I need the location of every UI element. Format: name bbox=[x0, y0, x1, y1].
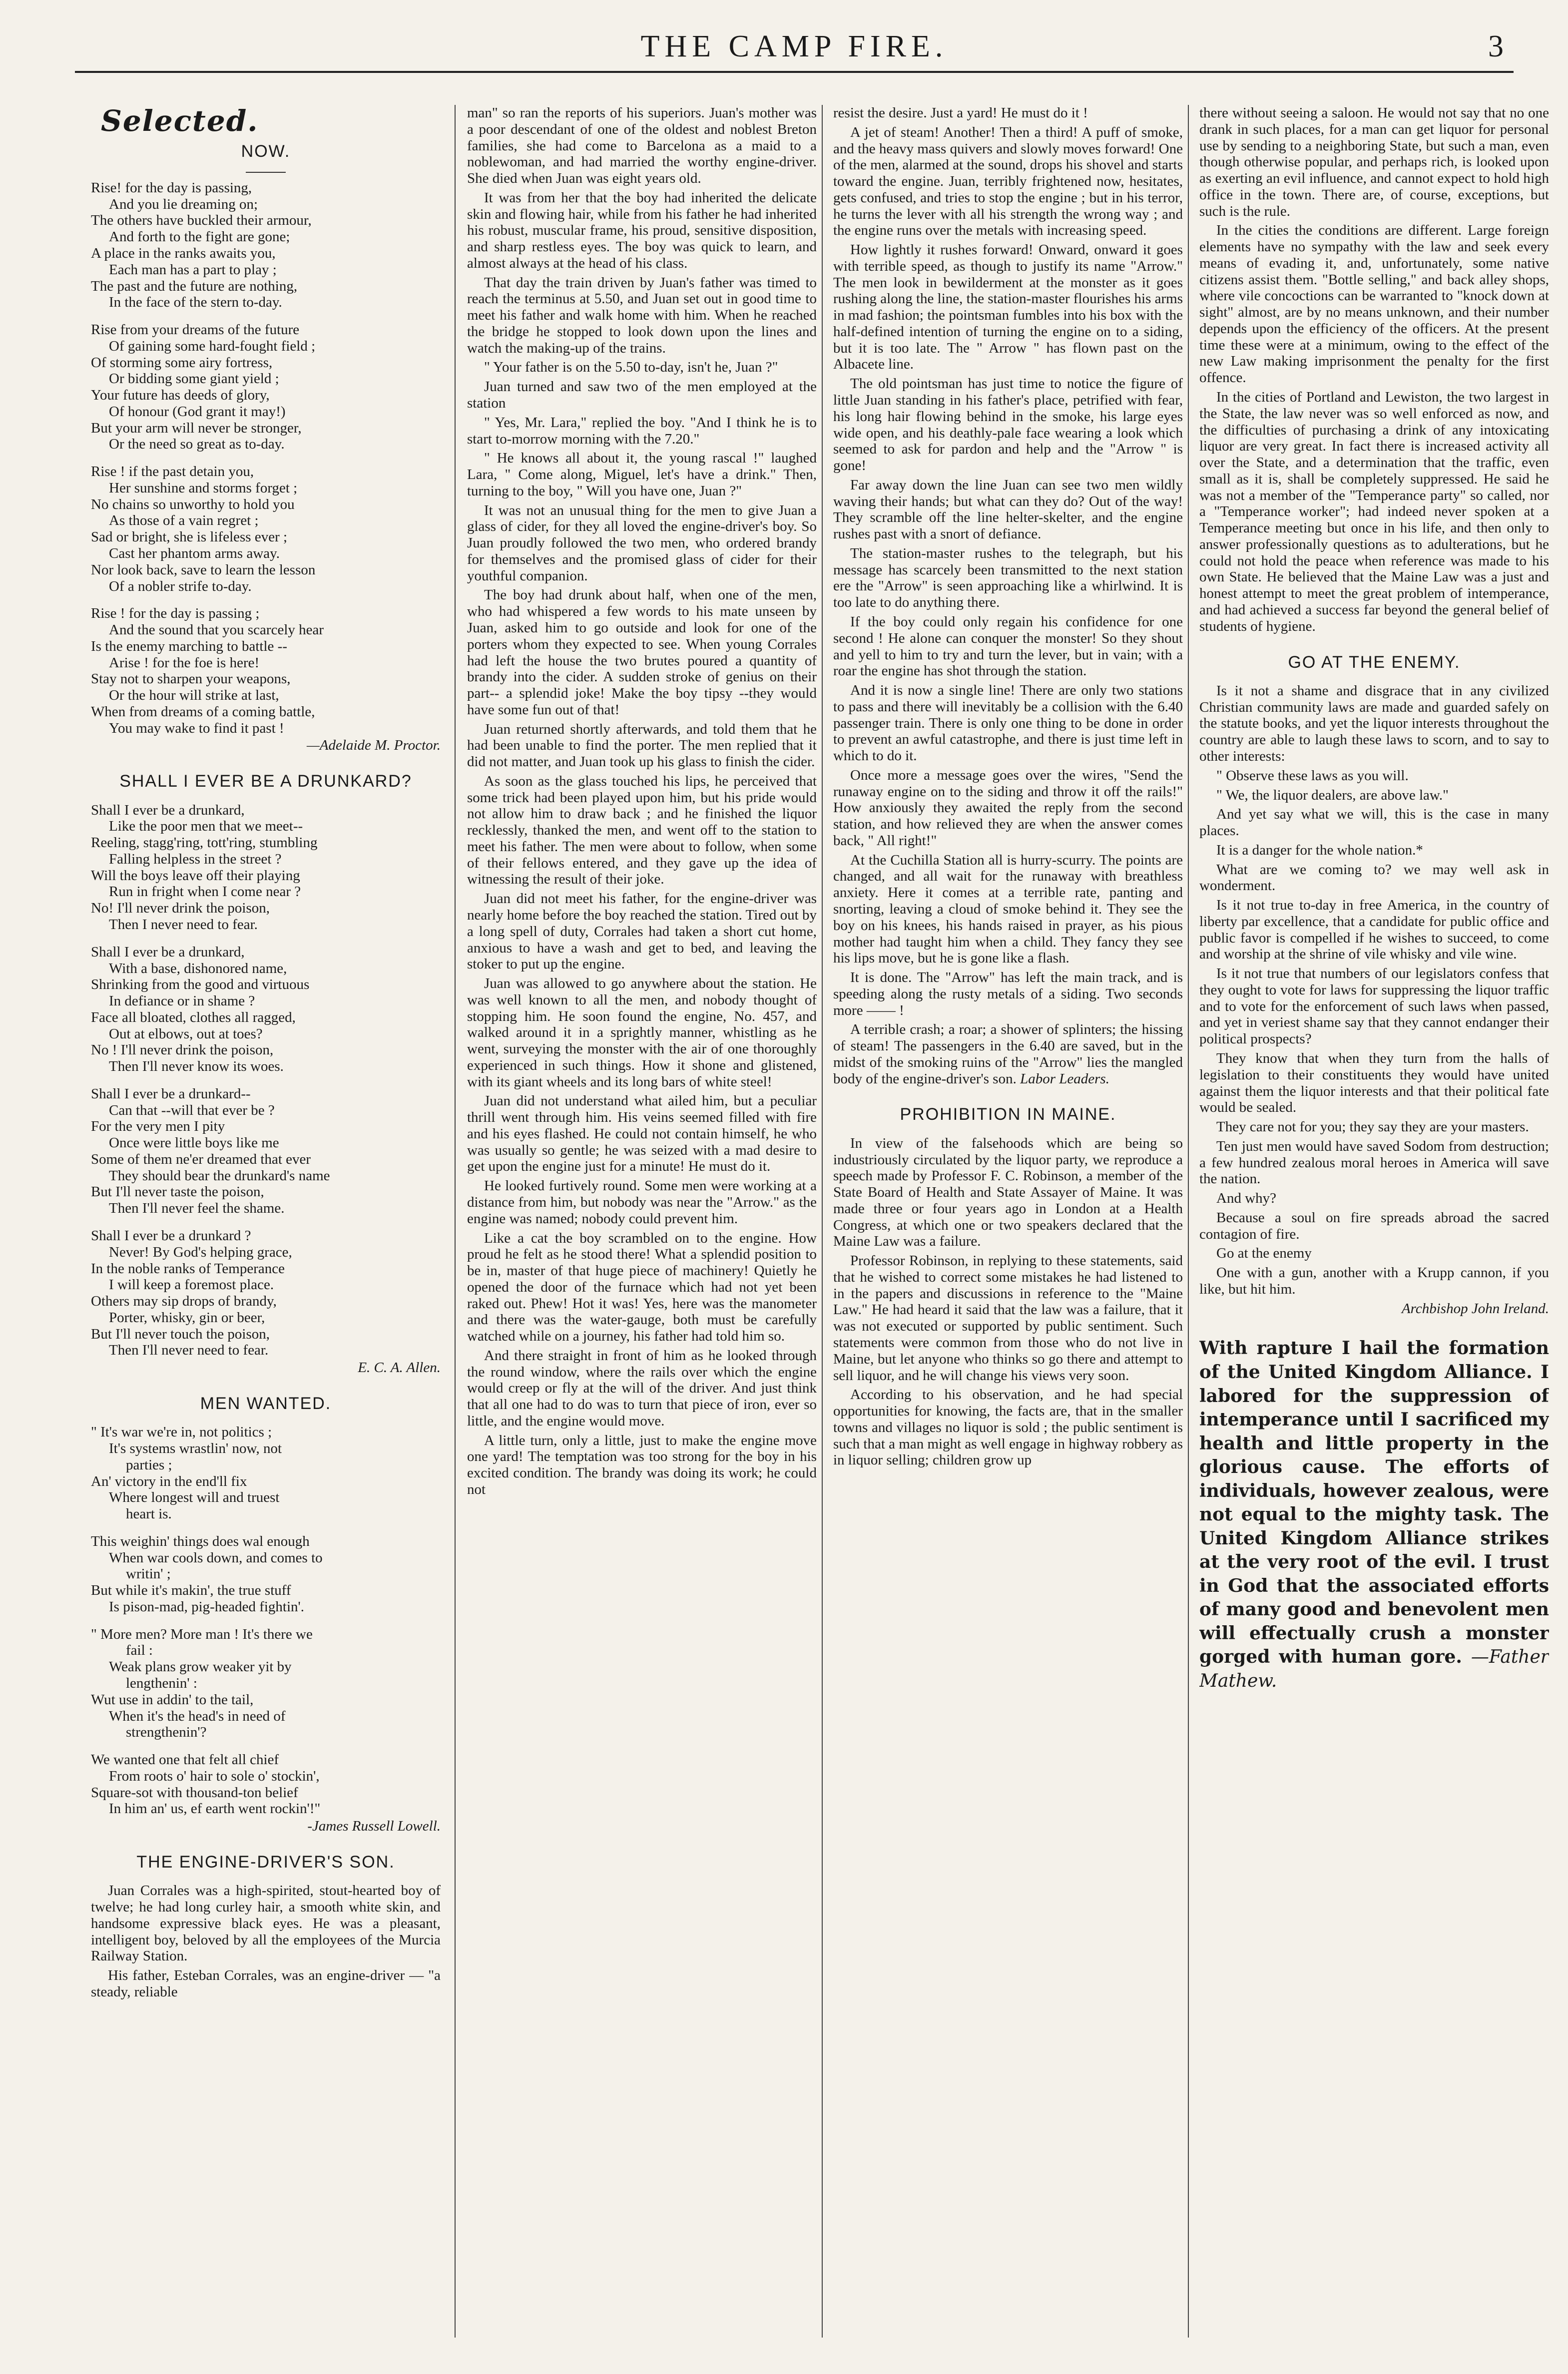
verse-line: The others have buckled their armour, bbox=[91, 212, 312, 229]
verse-line: Then I never need to fear. bbox=[109, 916, 258, 933]
verse-line: In defiance or in shame ? bbox=[109, 993, 255, 1009]
verse-line: Some of them ne'er dreamed that ever bbox=[91, 1151, 311, 1167]
story-paragraph: The station-master rushes to the telegraph, but his message has scarcely been transmitted to the next station ere the "Arrow" is seen approaching like a whirlwind. It is too late to do anything there. bbox=[833, 545, 1183, 611]
bold-quote-text: With rapture I hail the formation of the United Kingdom Alliance. I labored for the suppression of intemperance until I sacrificed my health and little property in the glorious cause. The efforts of individuals, however zealous, were not equal to the mighty task. The United Kingdom Alliance strikes at the very root of the evil. I trust in God that the associated efforts of many good and benevolent men will effectually crush a monster gorged with human gore. bbox=[1199, 1338, 1549, 1668]
masthead-rule bbox=[75, 71, 1514, 73]
poem-title: SHALL I EVER BE A DRUNKARD? bbox=[119, 772, 412, 791]
story-title: THE ENGINE-DRIVER'S SON. bbox=[136, 1852, 395, 1872]
story-paragraph: And it is now a single line! There are only two stations to pass and there will inevitably be a collision with the 6.40 passenger train. There is only one thing to be done in order to prevent an awful catastrophe, and there is just time left in which to do it. bbox=[833, 682, 1183, 764]
article-paragraph: In view of the falsehoods which are being so industriously circulated by the liquor party, we reproduce a speech made by Professor F. C. Robinson, a member of the State Board of Health and State Assayer of Maine. It was made three or four years ago in London at a Health Congress, at which one or two speakers declared that the Maine Law was a failure. bbox=[833, 1135, 1183, 1250]
verse-line: When it's the head's in need of bbox=[109, 1708, 286, 1724]
verse-line: Porter, whisky, gin or beer, bbox=[109, 1309, 265, 1326]
verse-line: But I'll never touch the poison, bbox=[91, 1326, 270, 1342]
story-paragraph: His father, Esteban Corrales, was an engine-driver — "a steady, reliable bbox=[91, 1967, 441, 2000]
story-paragraph: The boy had drunk about half, when one of the men, who had whispered a few words to his mate unseen by Juan, asked him to go outside and look for one of the porters whom they expected to see. When young Corrales had left the house the two brutes poured a quantity of brandy into the cider. A sudden stroke of genius on their part-- a splendid joke! Make the boy tipsy --they would have some fun out of that! bbox=[467, 587, 817, 718]
verse-line: As those of a vain regret ; bbox=[109, 512, 259, 529]
story-paragraph: At the Cuchilla Station all is hurry-scurry. The points are changed, and all wait for the runaway with breathless anxiety. Here it comes at a terrible rate, panting and snorting, leaving a cloud of smoke behind it. They see the boy on his knees, his hands raised in prayer, as his pious mother had taught him when a child. They fancy they see his lips move, but he is gone like a flash. bbox=[833, 852, 1183, 966]
story-paragraph bbox=[833, 1021, 1183, 1087]
article-title: PROHIBITION IN MAINE. bbox=[900, 1105, 1116, 1124]
verse-line: Wut use in addin' to the tail, bbox=[91, 1691, 254, 1708]
story-paragraph: man" so ran the reports of his superiors. Juan's mother was a poor descendant of one of the oldest and noblest Breton families, she had come to Barcelona as a maid to a noblewoman, and had married the worthy engine-driver. She died when Juan was eight years old. bbox=[467, 105, 817, 187]
poem-title: NOW. bbox=[241, 141, 291, 161]
poem-stanza bbox=[91, 1228, 441, 1359]
verse-line: Or the hour will strike at last, bbox=[109, 687, 279, 704]
verse-line: In the face of the stern to-day. bbox=[109, 294, 282, 311]
story-paragraph: " Yes, Mr. Lara," replied the boy. "And I think he is to start to-morrow morning with the 7.20." bbox=[467, 414, 817, 447]
story-paragraph: Juan was allowed to go anywhere about the station. He was well known to all the men, and nobody thought of stopping him. He soon found the engine, No. 457, and walked around it in a sprightly manner, whistling as he went, surveying the monster with the air of one thoroughly experienced in such things. How it shone and glistened, with its giant wheels and its long bars of white steel! bbox=[467, 975, 817, 1090]
poem-stanza bbox=[91, 322, 441, 453]
verse-line: Her sunshine and storms forget ; bbox=[109, 479, 298, 496]
verse-line: " It's war we're in, not politics ; bbox=[91, 1424, 272, 1440]
verse-line: Then I'll never know its woes. bbox=[109, 1058, 284, 1075]
verse-line: Or the need so great as to-day. bbox=[109, 436, 285, 453]
article-title: GO AT THE ENEMY. bbox=[1288, 652, 1461, 672]
verse-line: This weighin' things does wal enough bbox=[91, 1533, 310, 1549]
poem-stanza bbox=[91, 605, 441, 736]
article-paragraph: Is it not true that numbers of our legislators confess that they ought to vote for laws for suppressing the liquor traffic and to vote for the enforcement of such laws when passed, and yet in veriest shame say that they cannot endanger their political prospects? bbox=[1199, 965, 1549, 1047]
poem-author: —Adelaide M. Proctor. bbox=[307, 737, 441, 754]
story-source: Labor Leaders. bbox=[1020, 1070, 1109, 1087]
verse-line: Shrinking from the good and virtuous bbox=[91, 976, 310, 993]
verse-line: With a base, dishonored name, bbox=[109, 960, 287, 976]
story-paragraph: As soon as the glass touched his lips, he perceived that some trick had been played upon him, but his pride would not allow him to draw back ; and he finished the liquor recklessly, thanked the men, and went off to the station to meet his father. The men were about to follow, when some of their fellows entered, and they gave up the idea of witnessing the result of their joke. bbox=[467, 773, 817, 888]
verse-line: Square-sot with thousand-ton belief bbox=[91, 1784, 298, 1801]
poem-author: E. C. A. Allen. bbox=[358, 1360, 441, 1376]
story-paragraph: A jet of steam! Another! Then a third! A puff of smoke, and the heavy mass quivers and slowly moves forward! One of the men, alarmed at the sound, drops his shovel and starts toward the engine. Juan, terribly frightened now, hesitates, gets confused, and tries to stop the engine ; but in his terror, he turns the lever with all his strength the wrong way ; and the engine runs over the metals with increasing speed. bbox=[833, 124, 1183, 239]
article-paragraph: And yet say what we will, this is the case in many places. bbox=[1199, 806, 1549, 839]
newspaper-title: THE CAMP FIRE. bbox=[640, 29, 948, 63]
verse-line: Reeling, stagg'ring, tott'ring, stumbling bbox=[91, 835, 318, 851]
story-paragraph: He looked furtively round. Some men were working at a distance from him, but nobody was near the "Arrow." as the engine was named; nobody could prevent him. bbox=[467, 1178, 817, 1227]
story-paragraph: The old pointsman has just time to notice the figure of little Juan standing in his father's place, petrified with fear, his long hair flowing behind in the smoke, his large eyes wide open, and his deathly-pale face wearing a look which seemed to ask for pardon and help and the "Arrow " is gone! bbox=[833, 376, 1183, 474]
column-3 bbox=[833, 105, 1183, 2338]
poem-stanza bbox=[91, 1752, 441, 1817]
article-paragraph: One with a gun, another with a Krupp cannon, if you like, but hit him. bbox=[1199, 1265, 1549, 1297]
poem-stanza bbox=[91, 1626, 441, 1741]
article-paragraph: What are we coming to? we may well ask in wonderment. bbox=[1199, 861, 1549, 894]
verse-line: And forth to the fight are gone; bbox=[109, 229, 290, 245]
verse-line: lengthenin' : bbox=[126, 1675, 197, 1691]
story-paragraph: That day the train driven by Juan's father was timed to reach the terminus at 5.50, and Juan set out in good time to meet his father and walk home with him. When he reached the bridge he stopped to look down upon the lines and watch the making-up of the trains. bbox=[467, 274, 817, 356]
verse-line: Sad or bright, she is lifeless ever ; bbox=[91, 529, 288, 545]
verse-line: But your arm will never be stronger, bbox=[91, 420, 302, 436]
verse-line: From roots o' hair to sole o' stockin', bbox=[109, 1768, 320, 1784]
verse-line: No ! I'll never drink the poison, bbox=[91, 1042, 274, 1058]
verse-line: Then I'll never need to fear. bbox=[109, 1342, 269, 1359]
story-paragraph: It was not an unusual thing for the men to give Juan a glass of cider, for they all loved the engine-driver's boy. So Juan proudly followed the two men, who ordered brandy for themselves and the promised glass of cider for their youthful companion. bbox=[467, 502, 817, 584]
verse-line: heart is. bbox=[126, 1506, 172, 1522]
article-paragraph: Is it not true to-day in free America, in the country of liberty par excellence, that a candidate for public office and public favor is compelled if he wishes to succeed, to come and worship at the shrine of vile whisky and vile wine. bbox=[1199, 897, 1549, 962]
verse-line: Rise ! for the day is passing ; bbox=[91, 605, 260, 622]
masthead bbox=[75, 15, 1514, 80]
poem-stanza bbox=[91, 802, 441, 933]
verse-line: In him an' us, ef earth went rockin'!" bbox=[109, 1801, 321, 1817]
verse-line: strengthenin'? bbox=[126, 1724, 207, 1741]
verse-line: Rise! for the day is passing, bbox=[91, 179, 252, 196]
column-divider bbox=[822, 105, 823, 2338]
verse-line: Of honour (God grant it may!) bbox=[109, 403, 286, 420]
verse-line: Out at elbows, out at toes? bbox=[109, 1025, 263, 1042]
verse-line: writin' ; bbox=[126, 1566, 171, 1582]
poem-stanza bbox=[91, 944, 441, 1075]
verse-line: We wanted one that felt all chief bbox=[91, 1752, 279, 1768]
verse-line: Once were little boys like me bbox=[109, 1135, 279, 1151]
story-paragraph: And there straight in front of him as he looked through the round window, where the rails over which the engine would creep or fly at the will of the driver. And just think that all one had to do was to turn that piece of iron, ever so little, and the engine would move. bbox=[467, 1347, 817, 1429]
verse-line: I will keep a foremost place. bbox=[109, 1277, 274, 1293]
page-number: 3 bbox=[1488, 29, 1504, 63]
poem-title: MEN WANTED. bbox=[200, 1394, 332, 1413]
story-paragraph: How lightly it rushes forward! Onward, onward it goes with terrible speed, as though to justify its name "Arrow." The men look in bewilderment at the monster as it goes rushing along the line, the station-master flourishes his arms in mad fashion; the pointsman fumbles into his box with the half-defined intention of turning the engine on to a siding, but it is too late. The " Arrow " has flown past on the Albacete line. bbox=[833, 242, 1183, 373]
column-divider bbox=[455, 105, 456, 2338]
verse-line: But while it's makin', the true stuff bbox=[91, 1582, 291, 1599]
section-label: Selected. bbox=[101, 105, 259, 138]
verse-line: fail : bbox=[126, 1642, 153, 1659]
article-paragraph: In the cities of Portland and Lewiston, the two largest in the State, the law never was so well enforced as now, and the difficulties of purchasing a drink of any intoxicating liquor are very great. In fact there is increased activity all over the State, and a determination that the traffic, even small as it is, shall be completely suppressed. He said he was not a member of the "Temperance party" so called, nor a "Temperance worker"; had indeed never spoken at a Temperance meeting but once in his life, and then only to answer professionally questions as to adulterations, but he could not hold the peace when reference was made to his own State. He believed that the Maine Law was a just and honest attempt to meet the great problem of intemperance, and had achieved a success far beyond the general belief of students of hygiene. bbox=[1199, 389, 1549, 634]
verse-line: Stay not to sharpen your weapons, bbox=[91, 671, 291, 687]
article-paragraph: Is it not a shame and disgrace that in any civilized Christian community laws are made and guarded safely on the statute books, and yet the liquor interests throughout the country are able to laugh these laws to scorn, and to say to other interests: bbox=[1199, 682, 1549, 764]
verse-line: Your future has deeds of glory, bbox=[91, 387, 270, 404]
verse-line: An' victory in the end'll fix bbox=[91, 1473, 247, 1489]
article-paragraph: " Observe these laws as you will. bbox=[1216, 767, 1409, 784]
verse-line: Is pison-mad, pig-headed fightin'. bbox=[109, 1598, 305, 1615]
verse-line: Arise ! for the foe is here! bbox=[109, 654, 260, 671]
article-paragraph: Because a soul on fire spreads abroad the sacred contagion of fire. bbox=[1199, 1209, 1549, 1242]
article-paragraph: Go at the enemy bbox=[1216, 1245, 1312, 1262]
column-4 bbox=[1199, 105, 1549, 2338]
verse-line: Like the poor men that we meet-- bbox=[109, 818, 303, 835]
story-paragraph: Like a cat the boy scrambled on to the engine. How proud he felt as he stood there! What a splendid position to be in, master of that huge piece of machinery! Quietly he opened the door of the furnace which had not yet been raked out. Phew! Hot it was! Yes, here was the manometer and there was the water-gauge, both must be carefully watched while on a journey, his father had told him so. bbox=[467, 1230, 817, 1345]
column-2 bbox=[467, 105, 817, 2338]
verse-line: Will the boys leave off their playing bbox=[91, 867, 300, 884]
verse-line: No chains so unworthy to hold you bbox=[91, 496, 295, 512]
story-paragraph: " Your father is on the 5.50 to-day, isn't he, Juan ?" bbox=[484, 359, 778, 376]
verse-line: Never! By God's helping grace, bbox=[109, 1244, 292, 1260]
verse-line: Run in fright when I come near ? bbox=[109, 884, 301, 900]
story-paragraph: Juan did not understand what ailed him, but a peculiar thrill went through him. His veins seemed filled with fire and his eyes flashed. He could not contain himself, he who was usually so gentle; he was seized with a mad desire to get upon the engine just for a minute! He must do it. bbox=[467, 1093, 817, 1175]
article-author: Archbishop John Ireland. bbox=[1401, 1300, 1549, 1317]
verse-line: For the very men I pity bbox=[91, 1118, 225, 1135]
verse-line: " More men? More man ! It's there we bbox=[91, 1626, 313, 1642]
verse-line: Shall I ever be a drunkard, bbox=[91, 802, 245, 818]
article-paragraph: It is a danger for the whole nation.* bbox=[1216, 842, 1423, 858]
verse-line: And the sound that you scarcely hear bbox=[109, 622, 324, 638]
verse-line: And you lie dreaming on; bbox=[109, 196, 258, 212]
title-rule bbox=[246, 172, 286, 173]
bold-quote-author: —Father Mathew. bbox=[1199, 1647, 1549, 1691]
article-paragraph: They know that when they turn from the halls of legislation to their constituents they would have united against them the liquor interests and that their political fate would be sealed. bbox=[1199, 1050, 1549, 1116]
story-paragraph: Juan turned and saw two of the men employed at the station bbox=[467, 379, 817, 412]
verse-line: parties ; bbox=[126, 1456, 172, 1473]
story-paragraph: Juan returned shortly afterwards, and told them that he had been unable to find the porter. The men replied that it did not matter, and Juan took up his glass to finish the cider. bbox=[467, 721, 817, 770]
verse-line: Cast her phantom arms away. bbox=[109, 545, 280, 562]
verse-line: You may wake to find it past ! bbox=[109, 720, 284, 736]
verse-line: Then I'll never feel the shame. bbox=[109, 1200, 285, 1217]
story-paragraph: A little turn, only a little, just to make the engine move one yard! The temptation was too strong for the boy in his excited condition. The brandy was doing its work; he could not bbox=[467, 1432, 817, 1498]
verse-line: Of storming some airy fortress, bbox=[91, 354, 273, 371]
verse-line: Of a nobler strife to-day. bbox=[109, 578, 252, 594]
verse-line: When from dreams of a coming battle, bbox=[91, 703, 315, 720]
poem-stanza bbox=[91, 1533, 441, 1615]
story-text: A terrible crash; a roar; a shower of splinters; the hissing of steam! The passengers in the 6.40 are saved, but in the midst of the smoking ruins of the "Arrow" lies the mangled body of the engine-driver's son. bbox=[833, 1021, 1183, 1087]
verse-line: When war cools down, and comes to bbox=[109, 1549, 323, 1566]
verse-line: Or bidding some giant yield ; bbox=[109, 371, 279, 387]
poem-author: -James Russell Lowell. bbox=[307, 1818, 441, 1835]
verse-line: The past and the future are nothing, bbox=[91, 278, 298, 294]
verse-line: Shall I ever be a drunkard, bbox=[91, 944, 245, 960]
verse-line: Each man has a part to play ; bbox=[109, 261, 277, 278]
verse-line: Weak plans grow weaker yit by bbox=[109, 1659, 292, 1675]
verse-line: In the noble ranks of Temperance bbox=[91, 1260, 285, 1277]
verse-line: But I'll never taste the poison, bbox=[91, 1184, 264, 1200]
verse-line: Where longest will and truest bbox=[109, 1489, 280, 1506]
column-divider bbox=[1188, 105, 1189, 2338]
verse-line: Is the enemy marching to battle -- bbox=[91, 638, 287, 654]
verse-line: Others may sip drops of brandy, bbox=[91, 1293, 277, 1310]
verse-line: No! I'll never drink the poison, bbox=[91, 900, 270, 917]
story-paragraph: It was from her that the boy had inherited the delicate skin and flowing hair, while from his father he had inherited his robust, muscular frame, his proud, sensitive disposition, and sharp restless eyes. The boy was quick to learn, and almost always at the head of his class. bbox=[467, 189, 817, 271]
story-paragraph: resist the desire. Just a yard! He must do it ! bbox=[833, 105, 1088, 121]
article-paragraph: " We, the liquor dealers, are above law." bbox=[1216, 787, 1449, 803]
verse-line: Shall I ever be a drunkard-- bbox=[91, 1085, 251, 1102]
poem-stanza bbox=[91, 464, 441, 594]
article-paragraph: there without seeing a saloon. He would not say that no one drank in such places, for a man can get liquor for personal use by sending to a neighboring State, but such a man, even though otherwise popular, and perhaps rich, is looked upon as exerting an evil influence, and cannot expect to hold high office in the town. There are, of course, exceptions, but such is the rule. bbox=[1199, 105, 1549, 219]
bold-quote bbox=[1199, 1337, 1549, 1693]
verse-line: Falling helpless in the street ? bbox=[109, 851, 282, 867]
story-paragraph: Juan did not meet his father, for the engine-driver was nearly home before the boy reached the station. Tired out by a long spell of duty, Corrales had taken a short cut home, anxious to have a wash and get to bed, and leaving the stoker to put up the engine. bbox=[467, 891, 817, 972]
article-paragraph: Professor Robinson, in replying to these statements, said that he wished to correct some mistakes he had listened to in the papers and discussions in reference to the "Maine Law." He had heard it said that the law was a failure, that it was not executed or supported by public sentiment. Such statements were common from those who do not live in Maine, but let anyone who thinks so go there and attempt to sell liquor, and he will change his views very soon. bbox=[833, 1253, 1183, 1384]
poem-stanza bbox=[91, 180, 441, 311]
verse-line: Rise ! if the past detain you, bbox=[91, 464, 254, 480]
verse-line: Nor look back, save to learn the lesson bbox=[91, 561, 316, 578]
article-paragraph: And why? bbox=[1216, 1190, 1277, 1207]
article-paragraph: In the cities the conditions are different. Large foreign elements have no sympathy with the law and seek every means of evading it, and, unfortunately, some native citizens assist them. "Bottle selling," and back alley shops, where vile concoctions can be warranted to "knock down at sight" almost, are by no means unknown, and their number depends upon the efficiency of the officers. At the present time these were at a minimum, owing to the effect of the new Law making imprisonment the penalty for the first offence. bbox=[1199, 222, 1549, 386]
story-paragraph: Far away down the line Juan can see two men wildly waving their hands; but what can they do? Out of the way! They scramble off the line helter-skelter, and the engine rushes past with a snort of defiance. bbox=[833, 476, 1183, 542]
verse-line: Of gaining some hard-fought field ; bbox=[109, 338, 316, 354]
story-paragraph: Once more a message goes over the wires, "Send the runaway engine on to the siding and throw it off the rails!" How anxiously they awaited the reply from the second station, and how relieved they are when the answer comes back, " All right!" bbox=[833, 767, 1183, 849]
verse-line: Face all bloated, clothes all ragged, bbox=[91, 1009, 296, 1025]
verse-line: Rise from your dreams of the future bbox=[91, 322, 300, 338]
verse-line: Shall I ever be a drunkard ? bbox=[91, 1227, 251, 1244]
poem-stanza bbox=[91, 1086, 441, 1217]
article-paragraph: They care not for you; they say they are your masters. bbox=[1216, 1119, 1529, 1135]
poem-stanza bbox=[91, 1424, 441, 1522]
verse-line: Can that --will that ever be ? bbox=[109, 1102, 275, 1118]
verse-line: It's systems wrastlin' now, not bbox=[109, 1440, 282, 1457]
story-paragraph: Juan Corrales was a high-spirited, stout-hearted boy of twelve; he had long curley hair, a smooth white skin, and handsome expressive black eyes. He was a pleasant, intelligent boy, beloved by all the employees of the Murcia Railway Station. bbox=[91, 1883, 441, 1964]
story-paragraph: " He knows all about it, the young rascal !" laughed Lara, " Come along, Miguel, let's have a drink." Then, turning to the boy, " Will you have one, Juan ?" bbox=[467, 450, 817, 499]
article-paragraph: According to his observation, and he had special opportunities for knowing, the facts are, that in the smaller towns and villages no liquor is sold ; the public sentiment is such that a man might as well engage in highway robbery as in liquor selling; children grow up bbox=[833, 1387, 1183, 1468]
story-paragraph: If the boy could only regain his confidence for one second ! He alone can conquer the monster! So they shout and yell to him to try and turn the lever, but in vain; with a roar the engine has shot through the station. bbox=[833, 613, 1183, 679]
column-1 bbox=[91, 105, 441, 2338]
verse-line: They should bear the drunkard's name bbox=[109, 1167, 330, 1184]
verse-line: A place in the ranks awaits you, bbox=[91, 245, 276, 261]
article-paragraph: Ten just men would have saved Sodom from destruction; a few hundred zealous moral heroes in America will save the nation. bbox=[1199, 1138, 1549, 1187]
story-paragraph: It is done. The "Arrow" has left the main track, and is speeding along the rusty metals of a siding. Two seconds more —— ! bbox=[833, 969, 1183, 1018]
